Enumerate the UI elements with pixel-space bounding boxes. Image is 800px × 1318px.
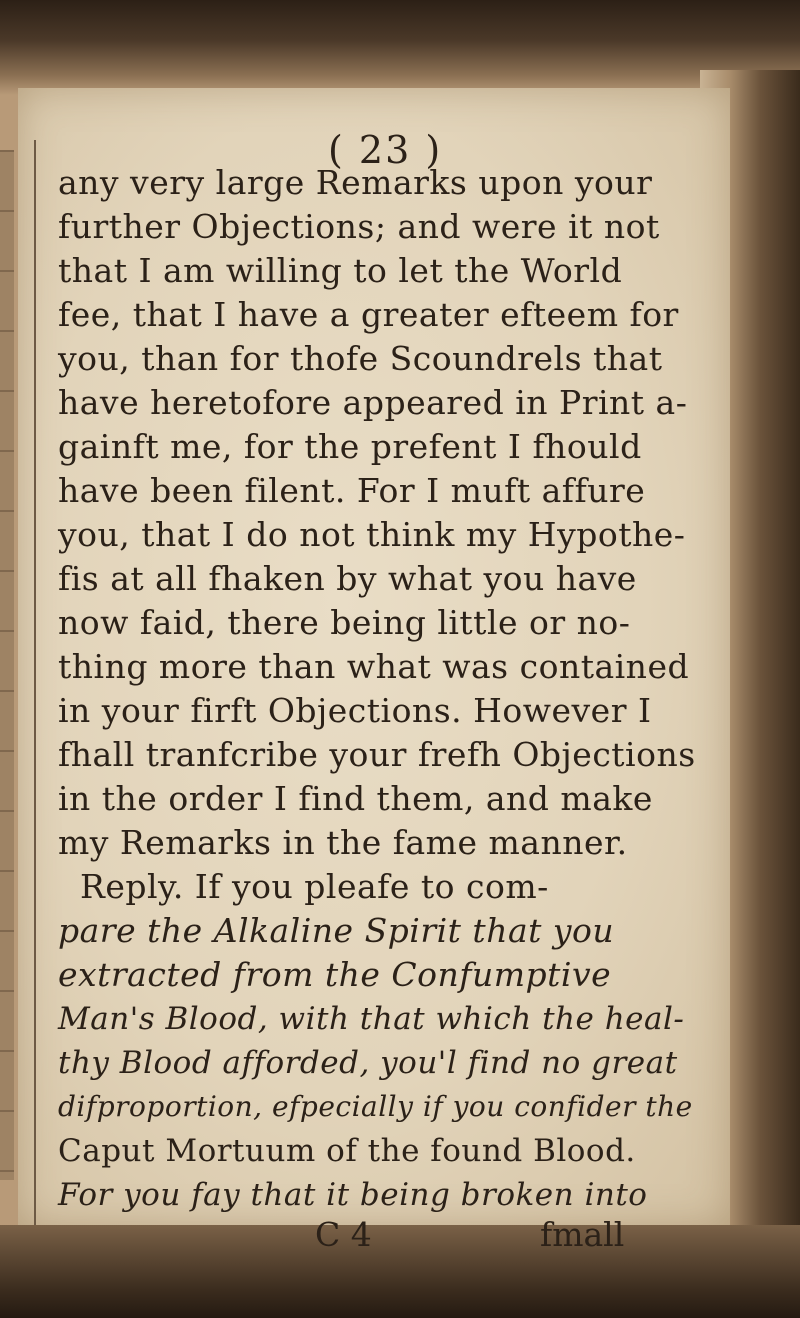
- catchword: fmall: [540, 1215, 625, 1254]
- text-line-19: extracted from the Confumptive: [58, 955, 612, 994]
- left-page-edges: [0, 150, 14, 1180]
- text-line-7: gainft me, for the prefent I fhould: [58, 427, 642, 466]
- signature-mark: C 4: [315, 1215, 372, 1254]
- bottom-shadow: [0, 1225, 800, 1318]
- text-line-3: that I am willing to let the World: [58, 251, 623, 290]
- text-line-11: now faid, there being little or no-: [58, 603, 631, 642]
- text-line-22: difproportion, efpecially if you confider the: [58, 1090, 693, 1123]
- text-line-8: have been filent. For I muft affure: [58, 471, 646, 510]
- text-line-15: in the order I find them, and make: [58, 779, 653, 818]
- text-line-5: you, than for thofe Scoundrels that: [58, 339, 663, 378]
- text-line-17: Reply. If you pleafe to com-: [80, 867, 549, 906]
- margin-rule: [34, 140, 36, 1240]
- text-line-4: fee, that I have a greater efteem for: [58, 295, 679, 334]
- text-line-21: thy Blood afforded, you'l find no great: [58, 1045, 678, 1081]
- page-number: ( 23 ): [328, 128, 443, 172]
- text-line-13: in your firft Objections. However I: [58, 691, 652, 730]
- text-line-20: Man's Blood, with that which the heal-: [58, 1001, 685, 1037]
- text-line-24: For you fay that it being broken into: [58, 1177, 648, 1213]
- text-line-18: pare the Alkaline Spirit that you: [58, 911, 615, 950]
- text-line-10: fis at all fhaken by what you have: [58, 559, 637, 598]
- text-line-1: any very large Remarks upon your: [58, 163, 653, 202]
- text-line-12: thing more than what was contained: [58, 647, 690, 686]
- text-line-6: have heretofore appeared in Print a-: [58, 383, 688, 422]
- text-line-2: further Objections; and were it not: [58, 207, 660, 246]
- text-line-16: my Remarks in the fame manner.: [58, 823, 628, 862]
- text-line-23: Caput Mortuum of the found Blood.: [58, 1133, 636, 1169]
- text-line-9: you, that I do not think my Hypothe-: [58, 515, 686, 554]
- text-line-14: fhall tranfcribe your frefh Objections: [58, 735, 696, 774]
